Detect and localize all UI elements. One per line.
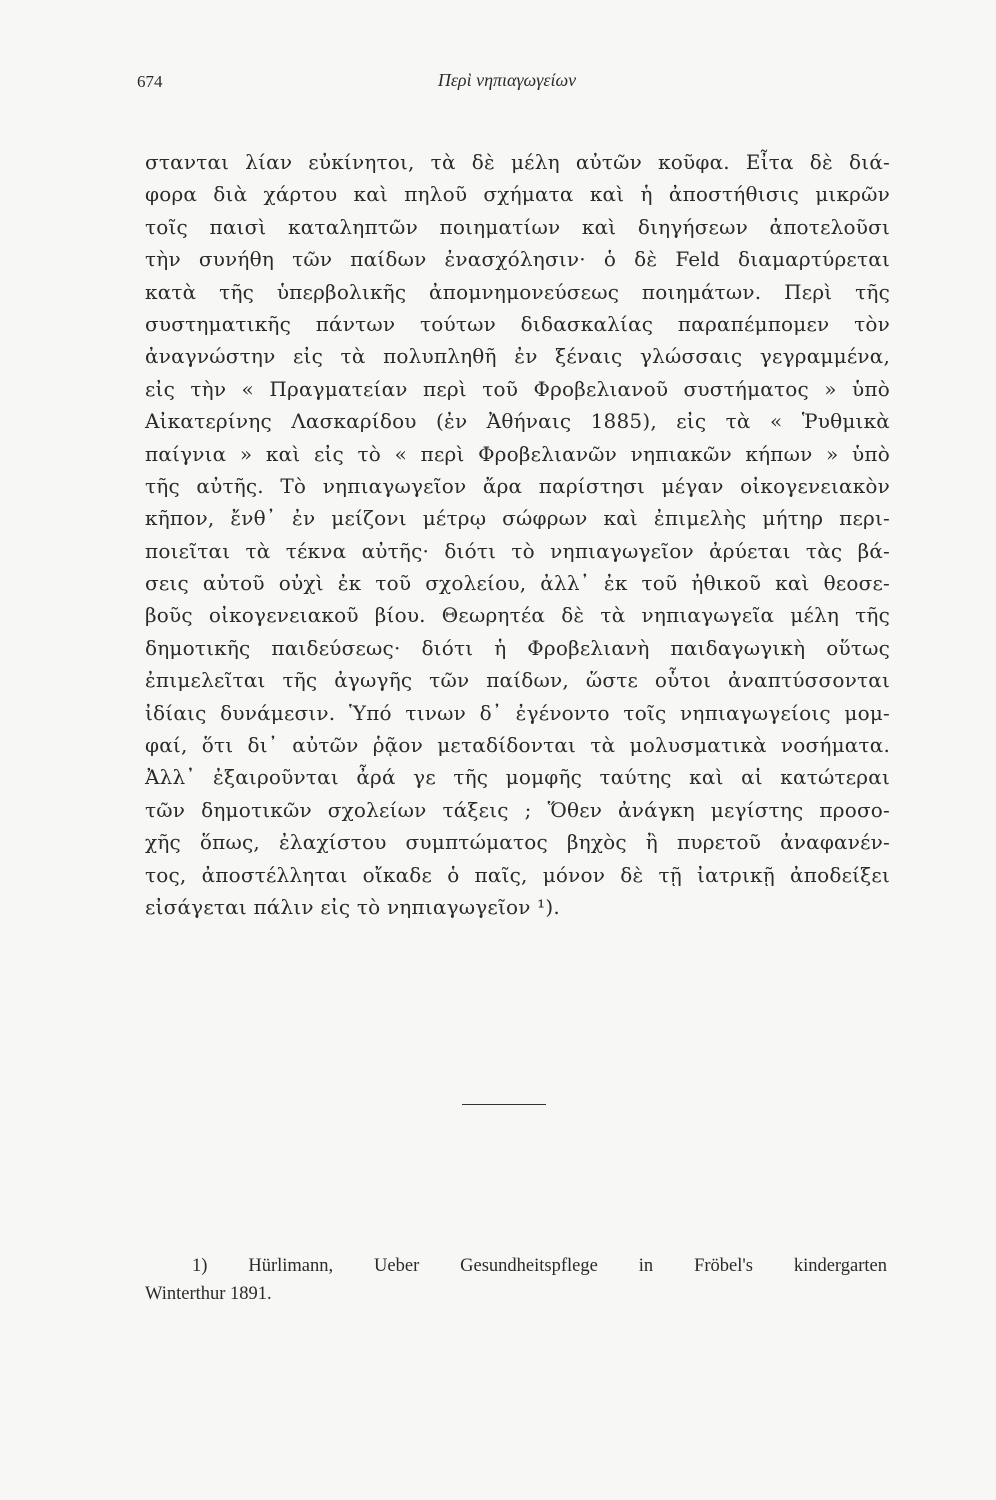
running-title: Περὶ νηπιαγωγείων	[437, 70, 577, 90]
footnote-line: 1) Hürlimann, Ueber Gesundheitspflege in Fröbel's kindergarten	[192, 1256, 887, 1276]
page-number: 674	[137, 72, 163, 91]
body-text	[145, 146, 890, 923]
text-line: Αἰκατερίνης Λασκαρίδου (ἐν Ἀθήναις 1885), εἰς τὰ « Ῥυθμικὰ	[145, 409, 890, 434]
footnote	[145, 1252, 887, 1308]
text-line: παίγνια » καὶ εἰς τὸ « περὶ Φροβελιανῶν νηπιακῶν κήπων » ὑπὸ	[145, 441, 890, 466]
text-line: φαί, ὅτι δι᾽ αὐτῶν ῥᾷον μεταδίδονται τὰ μολυσματικὰ νοσήματα.	[145, 733, 890, 758]
text-line: κατὰ τῆς ὑπερβολικῆς ἀπομνημονεύσεως ποιημάτων. Περὶ τῆς	[145, 279, 890, 304]
footnote-line: Winterthur 1891.	[145, 1284, 272, 1304]
text-line: ἐπιμελεῖται τῆς ἀγωγῆς τῶν παίδων, ὥστε οὗτοι ἀναπτύσσονται	[145, 668, 890, 693]
text-line: ἰδίαις δυνάμεσιν. Ὑπό τινων δ᾽ ἐγένοντο τοῖς νηπιαγωγείοις μομ-	[145, 700, 890, 725]
text-line: στανται λίαν εὐκίνητοι, τὰ δὲ μέλη αὐτῶν κοῦφα. Εἶτα δὲ διά-	[145, 150, 890, 174]
text-line: τος, ἀποστέλληται οἴκαδε ὁ παῖς, μόνον δὲ τῇ ἰατρικῇ ἀποδείξει	[145, 862, 890, 887]
text-line: κῆπον, ἔνθ᾽ ἐν μείζονι μέτρῳ σώφρων καὶ ἐπιμελὴς μήτηρ περι-	[145, 506, 890, 531]
text-line: τὴν συνήθη τῶν παίδων ἐνασχόλησιν· ὁ δὲ Feld διαμαρτύρεται	[145, 247, 890, 272]
text-line: βοῦς οἰκογενειακοῦ βίου. Θεωρητέα δὲ τὰ νηπιαγωγεῖα μέλη τῆς	[145, 603, 890, 628]
text-line: φορα διὰ χάρτου καὶ πηλοῦ σχήματα καὶ ἡ ἀποστήθισις μικρῶν	[145, 182, 890, 207]
footnote-separator	[462, 1104, 546, 1105]
text-line: τοῖς παισὶ καταληπτῶν ποιηματίων καὶ διηγήσεων ἀποτελοῦσι	[145, 214, 890, 239]
text-line: εἰς τὴν « Πραγματείαν περὶ τοῦ Φροβελιανοῦ συστήματος » ὑπὸ	[145, 376, 890, 401]
text-line: χῆς ὅπως, ἐλαχίστου συμπτώματος βηχὸς ἢ πυρετοῦ ἀναφανέν-	[145, 830, 890, 855]
text-line: ἀναγνώστην εἰς τὰ πολυπληθῆ ἐν ξέναις γλώσσαις γεγραμμένα,	[145, 344, 890, 369]
text-line: συστηματικῆς πάντων τούτων διδασκαλίας παραπέμπομεν τὸν	[145, 311, 890, 336]
text-line: εἰσάγεται πάλιν εἰς τὸ νηπιαγωγεῖον ¹).	[145, 894, 560, 919]
text-line: δημοτικῆς παιδεύσεως· διότι ἡ Φροβελιανὴ παιδαγωγικὴ οὕτως	[145, 635, 890, 660]
text-line: Ἀλλ᾽ ἐξαιροῦνται ἆρά γε τῆς μομφῆς ταύτης καὶ αἱ κατώτεραι	[145, 765, 890, 790]
text-line: σεις αὐτοῦ οὐχὶ ἐκ τοῦ σχολείου, ἀλλ᾽ ἐκ τοῦ ἠθικοῦ καὶ θεοσε-	[145, 571, 890, 596]
text-line: τῶν δημοτικῶν σχολείων τάξεις ; Ὅθεν ἀνάγκη μεγίστης προσο-	[145, 797, 890, 822]
text-line: τῆς αὐτῆς. Τὸ νηπιαγωγεῖον ἄρα παρίστησι μέγαν οἰκογενειακὸν	[145, 473, 890, 498]
text-line: ποιεῖται τὰ τέκνα αὐτῆς· διότι τὸ νηπιαγωγεῖον ἀρύεται τὰς βά-	[145, 538, 890, 563]
